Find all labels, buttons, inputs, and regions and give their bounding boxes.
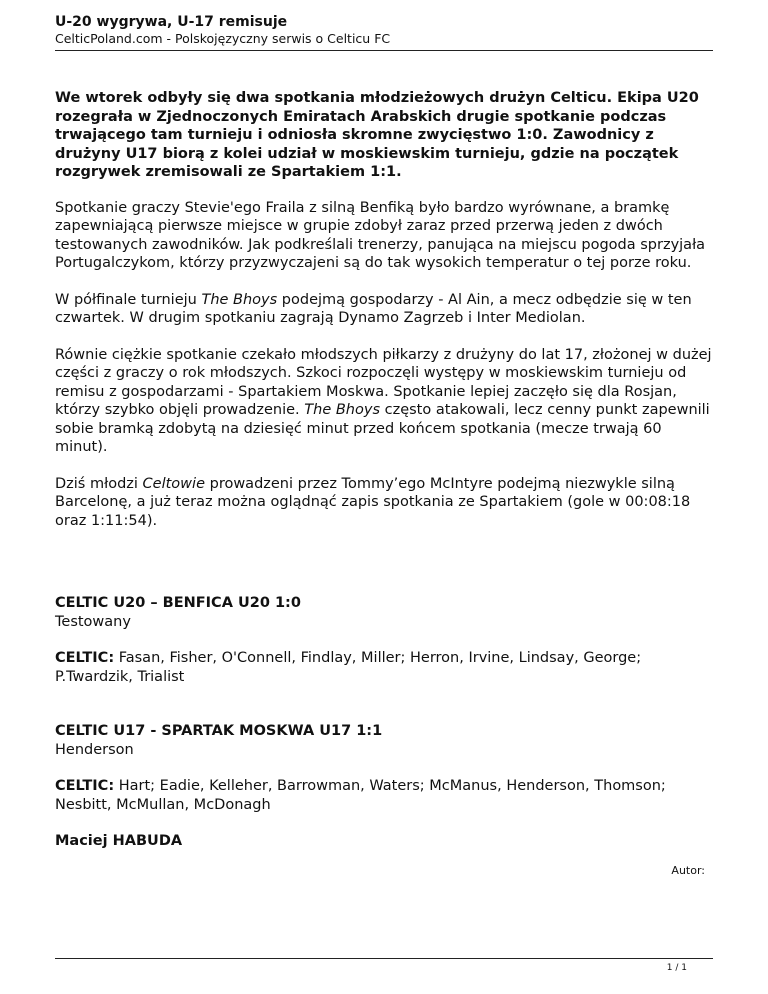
document-page xyxy=(55,0,713,994)
paragraph-4 xyxy=(55,475,713,531)
match-2-title: CELTIC U17 - SPARTAK MOSKWA U17 1:1 xyxy=(55,723,383,739)
page-number: 1 / 1 xyxy=(666,963,687,973)
paragraph-3-text-b: często atakowali, lecz cenny punkt zapewnili sobie bramką zdobytą na dziesięć minut przed końcem spotkania (mecze trwają 60 minut). xyxy=(55,402,710,455)
match-1-lineup xyxy=(55,649,713,686)
document-title: U-20 wygrywa, U-17 remisuje xyxy=(55,14,288,30)
author-label: Autor: xyxy=(671,864,705,877)
match-1-scorers: Testowany xyxy=(55,613,131,630)
paragraph-2-emphasis: The Bhoys xyxy=(201,291,278,308)
paragraph-3 xyxy=(55,346,713,457)
match-2-lineup xyxy=(55,777,713,814)
author-signature: Maciej HABUDA xyxy=(55,833,183,849)
paragraph-2 xyxy=(55,291,713,328)
match-spacer xyxy=(55,704,713,722)
match-1-lineup-label: CELTIC: xyxy=(55,650,115,666)
footer-divider xyxy=(55,958,713,959)
page-header xyxy=(55,13,713,47)
paragraph-3-text-a: Równie ciężkie spotkanie czekało młodszych piłkarzy z drużyny do lat 17, złożonej w dużej części z graczy o rok młodszych. Szkoci rozpoczęli występy w moskiewskim turnieju od remisu z gospodarzami - Spartakiem Moskwa. Spotkanie lepiej zaczęło się dla Rosjan, którzy szybko objęli prowadzenie. xyxy=(55,346,712,418)
paragraph-4-emphasis: Celtowie xyxy=(142,475,205,492)
article-body xyxy=(55,89,713,869)
match-1-title: CELTIC U20 – BENFICA U20 1:0 xyxy=(55,595,301,611)
match-1-lineup-players: Fasan, Fisher, O'Connell, Findlay, Miller; Herron, Irvine, Lindsay, George; P.Twardzik, Trialist xyxy=(55,650,642,685)
section-spacer xyxy=(55,548,713,594)
paragraph-2-text-b: podejmą gospodarzy - Al Ain, a mecz odbędzie się w ten czwartek. W drugim spotkaniu zagrają Dynamo Zagrzeb i Inter Mediolan. xyxy=(55,291,692,326)
match-2-scorers: Henderson xyxy=(55,741,134,758)
header-divider xyxy=(55,50,713,51)
site-name: CelticPoland.com - Polskojęzyczny serwis o Celticu FC xyxy=(55,31,391,46)
article-lead: We wtorek odbyły się dwa spotkania młodzieżowych drużyn Celticu. Ekipa U20 rozegrała w Zjednoczonych Emiratach Arabskich drugie spotkanie podczas trwającego tam turnieju i odniosła skromne zwycięstwo 1:0. Zawodnicy z drużyny U17 biorą z kolei udział w moskiewskim turnieju, gdzie na początek rozgrywek zremisowali ze Spartakiem 1:1. xyxy=(55,90,699,180)
paragraph-2-text-a: W półfinale turnieju xyxy=(55,291,202,308)
paragraph-3-emphasis: The Bhoys xyxy=(304,402,381,418)
paragraph-4-text-a: Dziś młodzi xyxy=(55,475,143,492)
match-2-lineup-label: CELTIC: xyxy=(55,778,115,794)
match-2-lineup-players: Hart; Eadie, Kelleher, Barrowman, Waters; McManus, Henderson, Thomson; Nesbitt, McMullan, McDonagh xyxy=(55,778,666,813)
paragraph-4-text-b: prowadzeni przez Tommy’ego McIntyre podejmą niezwykle silną Barcelonę, a już teraz można oglądnąć zapis spotkania ze Spartakiem (gole w 00:08:18 oraz 1:11:54). xyxy=(55,475,691,529)
paragraph-1: Spotkanie graczy Stevie'ego Fraila z silną Benfiką było bardzo wyrównane, a bramkę zapewniającą pierwsze miejsce w grupie zdobył zaraz przed przerwą jeden z dwóch testowanych zawodników. Jak podkreślali trenerzy, panująca na miejscu pogoda sprzyjała Portugalczykom, którzy przyzwyczajeni są do tak wysokich temperatur o tej porze roku. xyxy=(55,199,706,271)
